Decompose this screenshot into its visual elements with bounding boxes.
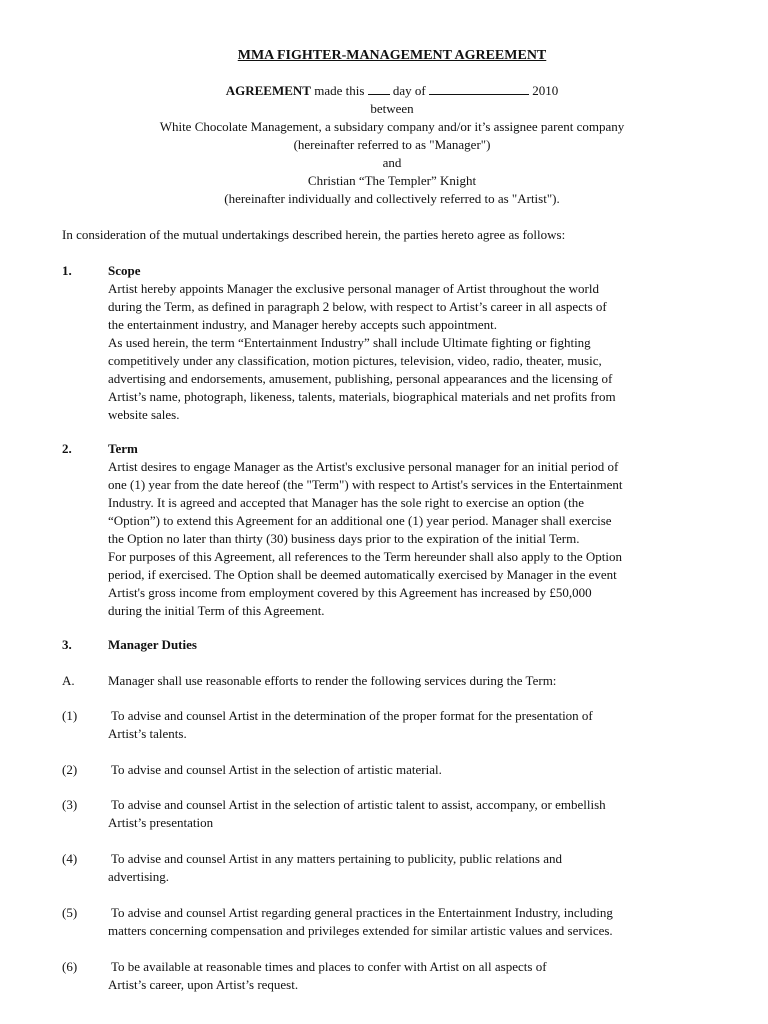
section-heading: Manager Duties — [108, 637, 197, 652]
party-manager: White Chocolate Management, a subsidary company and/or it’s assignee parent company — [159, 119, 625, 134]
day-blank — [368, 82, 390, 95]
section-line: For purposes of this Agreement, all references to the Term hereunder shall also apply to the Option — [108, 549, 623, 564]
preamble — [0, 82, 768, 208]
section-line: the entertainment industry, and Manager hereby accepts such appointment. — [108, 317, 498, 332]
section-line: Artist hereby appoints Manager the exclusive personal manager of Artist throughout the world — [108, 281, 599, 296]
section-line: Artist desires to engage Manager as the Artist's exclusive personal manager for an initial period of — [108, 459, 619, 474]
duty-label: A. — [62, 673, 75, 688]
duty-line: advertising. — [108, 869, 170, 884]
duty-text — [108, 904, 748, 940]
duty-line: Artist’s career, upon Artist’s request. — [108, 977, 299, 992]
duty-label: (2) — [62, 762, 78, 777]
made-this-text: made this — [314, 83, 365, 98]
duty-text — [108, 850, 748, 886]
month-blank — [429, 82, 529, 95]
duty-text — [108, 761, 748, 779]
intro-paragraph: In consideration of the mutual undertakings described herein, the parties hereto agree as follows: — [62, 227, 566, 242]
duty-text — [108, 796, 748, 832]
duty-text: Manager shall use reasonable efforts to render the following services during the Term: — [108, 673, 557, 688]
duty-text — [108, 707, 748, 743]
duty-line: matters concerning compensation and privileges extended for similar artistic values and services. — [108, 923, 613, 938]
party-artist: Christian “The Templer” Knight — [307, 173, 477, 188]
section-body — [108, 440, 748, 620]
section-line: the Option no later than thirty (30) business days prior to the expiration of the initial Term. — [108, 531, 580, 546]
section-number: 1. — [62, 263, 72, 278]
duty-line: To advise and counsel Artist in the selection of artistic talent to assist, accompany, or embellish — [111, 797, 606, 812]
section-heading: Scope — [108, 263, 141, 278]
year-text: 2010 — [532, 83, 559, 98]
duty-line: Artist’s presentation — [108, 815, 214, 830]
duty-line: To advise and counsel Artist in the selection of artistic material. — [111, 762, 442, 777]
duty-label: (6) — [62, 959, 78, 974]
duty-label: (4) — [62, 851, 78, 866]
and-text: and — [382, 155, 402, 170]
party-manager-ref: (hereinafter referred to as "Manager") — [293, 137, 491, 152]
section-heading: Term — [108, 441, 138, 456]
duty-label: (1) — [62, 708, 78, 723]
duty-line: To be available at reasonable times and places to confer with Artist on all aspects of — [111, 959, 547, 974]
section-line: one (1) year from the date hereof (the "Term") with respect to Artist's services in the Entertainment — [108, 477, 623, 492]
section-body — [108, 262, 748, 424]
section-line: competitively under any classification, motion pictures, television, video, radio, theater, music, — [108, 353, 602, 368]
party-artist-ref: (hereinafter individually and collectively referred to as "Artist"). — [224, 191, 560, 206]
section-line: period, if exercised. The Option shall be deemed automatically exercised by Manager in the event — [108, 567, 617, 582]
section-number: 3. — [62, 637, 72, 652]
section-line: during the initial Term of this Agreement. — [108, 603, 325, 618]
section-line: website sales. — [108, 407, 180, 422]
section-line: Artist’s name, photograph, likeness, talents, materials, biographical materials and net profits from — [108, 389, 616, 404]
section-line: Artist's gross income from employment covered by this Agreement has increased by £50,000 — [108, 585, 592, 600]
section-line: As used herein, the term “Entertainment Industry” shall include Ultimate fighting or fighting — [108, 335, 591, 350]
duty-line: To advise and counsel Artist in the determination of the proper format for the presentation of — [111, 708, 593, 723]
day-of-text: day of — [392, 83, 426, 98]
document-title: MMA FIGHTER-MANAGEMENT AGREEMENT — [237, 48, 547, 63]
agreement-line — [0, 82, 768, 100]
agreement-word: AGREEMENT — [225, 83, 311, 98]
section-line: during the Term, as defined in paragraph 2 below, with respect to Artist’s career in all aspects of — [108, 299, 607, 314]
between-text: between — [370, 101, 414, 116]
duty-label: (3) — [62, 797, 78, 812]
duty-line: To advise and counsel Artist in any matters pertaining to publicity, public relations and — [111, 851, 562, 866]
duty-line: To advise and counsel Artist regarding general practices in the Entertainment Industry, including — [111, 905, 613, 920]
duty-line: Artist’s talents. — [108, 726, 187, 741]
duty-text — [108, 958, 748, 994]
duty-label: (5) — [62, 905, 78, 920]
section-line: “Option”) to extend this Agreement for an additional one (1) year period. Manager shall exercise — [108, 513, 612, 528]
section-line: advertising and endorsements, amusement, publishing, personal appearances and the licensing of — [108, 371, 613, 386]
section-line: Industry. It is agreed and accepted that Manager has the sole right to exercise an option (the — [108, 495, 585, 510]
section-number: 2. — [62, 441, 72, 456]
section-body — [108, 636, 748, 654]
